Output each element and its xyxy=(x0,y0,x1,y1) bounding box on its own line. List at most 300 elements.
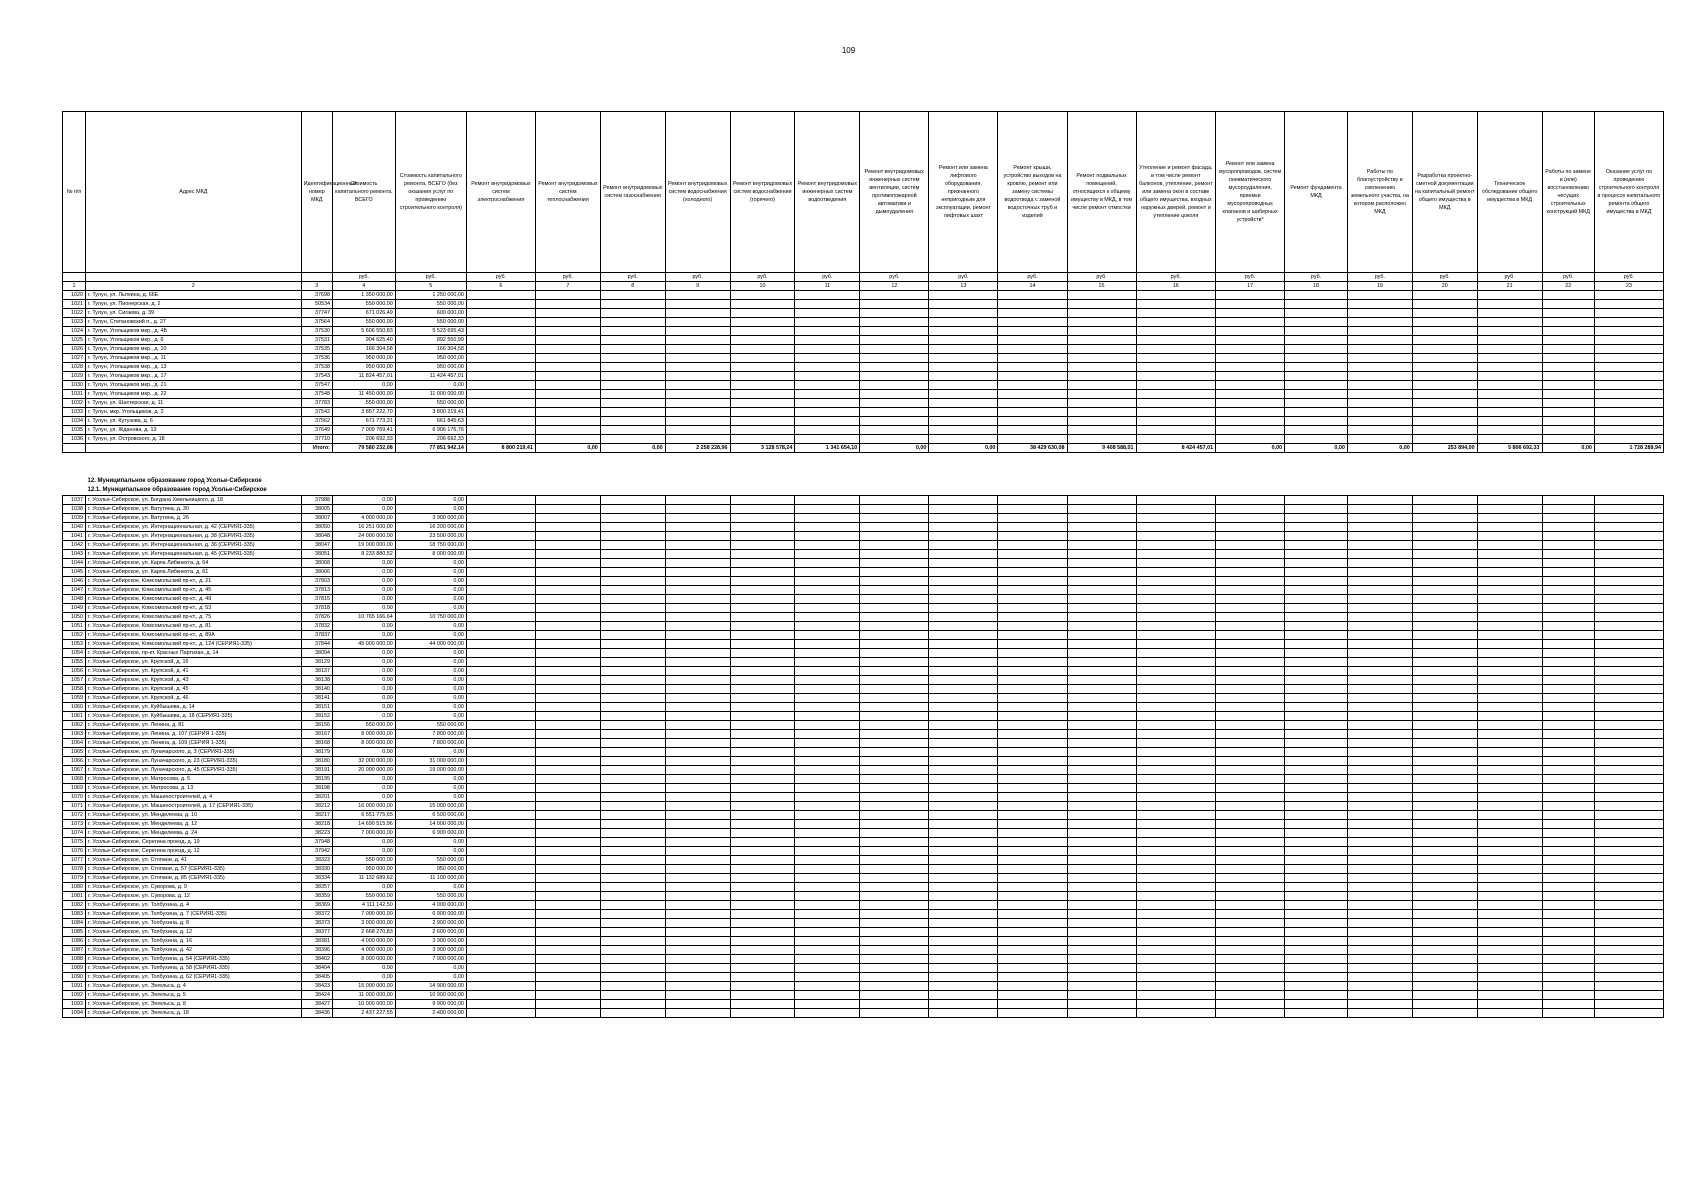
work-cost-cell xyxy=(795,757,860,766)
total-cost-cell: 6 551 775,65 xyxy=(332,811,395,820)
work-cost-cell xyxy=(1285,622,1348,631)
table-row xyxy=(63,649,1664,658)
work-cost-cell xyxy=(1067,955,1136,964)
work-cost-cell xyxy=(665,856,730,865)
work-cost-cell xyxy=(665,1000,730,1009)
work-cost-cell xyxy=(1067,676,1136,685)
address-cell: г. Усолье-Сибирское, пр-кт. Красных Партизан, д. 14 xyxy=(86,649,302,658)
cost-without-control-cell: 0,00 xyxy=(395,685,466,694)
work-cost-cell xyxy=(600,336,665,345)
work-cost-cell xyxy=(1216,847,1285,856)
total-cost-cell: 24 000 000,00 xyxy=(332,532,395,541)
work-cost-cell xyxy=(665,919,730,928)
work-cost-cell xyxy=(1542,721,1594,730)
work-cost-cell xyxy=(1136,604,1216,613)
work-cost-cell xyxy=(665,586,730,595)
work-cost-cell xyxy=(730,901,795,910)
work-cost-cell xyxy=(1412,300,1477,309)
column-header: Ремонт внутридомовых систем водоснабжения (горячего) xyxy=(730,112,795,273)
work-cost-cell xyxy=(1285,408,1348,417)
work-cost-cell xyxy=(1136,336,1216,345)
table-row xyxy=(63,604,1664,613)
work-cost-cell xyxy=(1216,712,1285,721)
work-cost-cell xyxy=(998,712,1067,721)
work-cost-cell xyxy=(1067,919,1136,928)
work-cost-cell xyxy=(665,523,730,532)
total-cost-cell: 0,00 xyxy=(332,685,395,694)
work-cost-cell xyxy=(1412,901,1477,910)
work-cost-cell xyxy=(1594,694,1663,703)
work-cost-cell xyxy=(600,757,665,766)
address-cell: г. Усолье-Сибирское, ул. Толбухина, д. 16 xyxy=(86,937,302,946)
work-cost-cell xyxy=(466,577,535,586)
table-row xyxy=(63,667,1664,676)
total-cost-cell: 0,00 xyxy=(332,631,395,640)
mkd-id-cell: 38068 xyxy=(301,559,332,568)
work-cost-cell xyxy=(600,838,665,847)
work-cost-cell xyxy=(860,586,929,595)
address-cell: г. Тулун, Угольщиков мкр., д. 13 xyxy=(86,363,302,372)
work-cost-cell xyxy=(466,604,535,613)
work-cost-cell xyxy=(665,802,730,811)
table-row xyxy=(63,757,1664,766)
work-cost-cell xyxy=(1412,865,1477,874)
mkd-id-cell: 38218 xyxy=(301,820,332,829)
work-cost-cell xyxy=(1067,417,1136,426)
mkd-id-cell: 37747 xyxy=(301,309,332,318)
work-cost-cell xyxy=(730,345,795,354)
cost-without-control-cell: 950 000,00 xyxy=(395,865,466,874)
work-cost-cell xyxy=(929,622,998,631)
work-cost-cell xyxy=(929,793,998,802)
address-cell: г. Усолье-Сибирское, ул. Ленина, д. 81 xyxy=(86,721,302,730)
work-cost-cell xyxy=(1542,946,1594,955)
work-cost-cell xyxy=(1285,604,1348,613)
cost-without-control-cell: 0,00 xyxy=(395,577,466,586)
total-cost-cell: 7 000 000,00 xyxy=(332,829,395,838)
work-cost-cell xyxy=(600,802,665,811)
work-cost-cell xyxy=(600,820,665,829)
work-cost-cell xyxy=(860,354,929,363)
table-row xyxy=(63,505,1664,514)
cost-without-control-cell: 0,00 xyxy=(395,784,466,793)
mkd-id-cell: 37547 xyxy=(301,381,332,390)
row-number: 1070 xyxy=(63,793,86,802)
work-cost-cell xyxy=(795,838,860,847)
table-row xyxy=(63,640,1664,649)
row-number: 1086 xyxy=(63,937,86,946)
table-row xyxy=(63,739,1664,748)
address-cell: г. Усолье-Сибирское, ул. Крупской, д. 16 xyxy=(86,658,302,667)
work-cost-cell xyxy=(1136,901,1216,910)
cost-without-control-cell: 0,00 xyxy=(395,604,466,613)
work-cost-cell xyxy=(1594,532,1663,541)
work-cost-cell xyxy=(535,390,600,399)
work-cost-cell xyxy=(1285,1009,1348,1018)
work-cost-cell xyxy=(998,964,1067,973)
unit-cell: руб. xyxy=(1542,273,1594,282)
work-cost-cell xyxy=(795,426,860,435)
cost-without-control-cell: 0,00 xyxy=(395,381,466,390)
work-cost-cell xyxy=(1216,892,1285,901)
work-cost-cell xyxy=(466,390,535,399)
address-cell: г. Усолье-Сибирское, Комсомольский пр-кт., д. 81 xyxy=(86,622,302,631)
total-value: 0,00 xyxy=(929,444,998,453)
total-cost-cell: 5 606 550,83 xyxy=(332,327,395,336)
row-number: 1093 xyxy=(63,1000,86,1009)
mkd-id-cell: 37948 xyxy=(301,838,332,847)
work-cost-cell xyxy=(535,694,600,703)
work-cost-cell xyxy=(665,390,730,399)
work-cost-cell xyxy=(600,892,665,901)
work-cost-cell xyxy=(998,426,1067,435)
work-cost-cell xyxy=(730,865,795,874)
column-number-cell: 5 xyxy=(395,282,466,291)
work-cost-cell xyxy=(1216,300,1285,309)
mkd-id-cell: 37542 xyxy=(301,408,332,417)
cost-without-control-cell: 2 400 000,00 xyxy=(395,1009,466,1018)
work-cost-cell xyxy=(1285,910,1348,919)
total-cost-cell: 671 773,31 xyxy=(332,417,395,426)
work-cost-cell xyxy=(1542,982,1594,991)
work-cost-cell xyxy=(730,559,795,568)
work-cost-cell xyxy=(1594,802,1663,811)
address-cell: г. Усолье-Сибирское, ул. Ватутина, д. 26 xyxy=(86,514,302,523)
work-cost-cell xyxy=(929,550,998,559)
column-number-cell: 12 xyxy=(860,282,929,291)
work-cost-cell xyxy=(795,928,860,937)
work-cost-cell xyxy=(730,1009,795,1018)
work-cost-cell xyxy=(1347,730,1412,739)
work-cost-cell xyxy=(929,390,998,399)
work-cost-cell xyxy=(795,541,860,550)
work-cost-cell xyxy=(1412,435,1477,444)
work-cost-cell xyxy=(1216,514,1285,523)
work-cost-cell xyxy=(730,496,795,505)
work-cost-cell xyxy=(1594,793,1663,802)
work-cost-cell xyxy=(535,937,600,946)
unit-cell: руб. xyxy=(1136,273,1216,282)
work-cost-cell xyxy=(860,685,929,694)
work-cost-cell xyxy=(730,399,795,408)
work-cost-cell xyxy=(535,892,600,901)
work-cost-cell xyxy=(466,847,535,856)
work-cost-cell xyxy=(730,318,795,327)
work-cost-cell xyxy=(600,730,665,739)
work-cost-cell xyxy=(1285,336,1348,345)
work-cost-cell xyxy=(1067,345,1136,354)
work-cost-cell xyxy=(860,910,929,919)
address-cell: г. Усолье-Сибирское, ул. Крупской, д. 46 xyxy=(86,694,302,703)
work-cost-cell xyxy=(795,631,860,640)
work-cost-cell xyxy=(730,640,795,649)
work-cost-cell xyxy=(1412,775,1477,784)
cost-without-control-cell: 0,00 xyxy=(395,712,466,721)
work-cost-cell xyxy=(1412,309,1477,318)
work-cost-cell xyxy=(929,363,998,372)
work-cost-cell xyxy=(535,883,600,892)
cost-without-control-cell: 0,00 xyxy=(395,973,466,982)
table-row xyxy=(63,829,1664,838)
row-number: 1085 xyxy=(63,928,86,937)
cost-without-control-cell: 550 000,00 xyxy=(395,721,466,730)
column-number-cell: 13 xyxy=(929,282,998,291)
work-cost-cell xyxy=(860,739,929,748)
work-cost-cell xyxy=(1285,390,1348,399)
row-number: 1067 xyxy=(63,766,86,775)
work-cost-cell xyxy=(1594,577,1663,586)
unit-cell: руб. xyxy=(1216,273,1285,282)
work-cost-cell xyxy=(730,946,795,955)
work-cost-cell xyxy=(1412,919,1477,928)
work-cost-cell xyxy=(1216,928,1285,937)
work-cost-cell xyxy=(998,631,1067,640)
cost-without-control-cell: 14 900 000,00 xyxy=(395,982,466,991)
work-cost-cell xyxy=(795,640,860,649)
work-cost-cell xyxy=(998,1009,1067,1018)
table-row xyxy=(63,703,1664,712)
work-cost-cell xyxy=(1347,541,1412,550)
work-cost-cell xyxy=(730,667,795,676)
work-cost-cell xyxy=(795,685,860,694)
cost-without-control-cell: 14 000 000,00 xyxy=(395,820,466,829)
work-cost-cell xyxy=(600,390,665,399)
work-cost-cell xyxy=(535,300,600,309)
work-cost-cell xyxy=(1347,408,1412,417)
work-cost-cell xyxy=(1067,694,1136,703)
work-cost-cell xyxy=(665,309,730,318)
work-cost-cell xyxy=(929,703,998,712)
work-cost-cell xyxy=(1542,631,1594,640)
work-cost-cell xyxy=(1285,928,1348,937)
row-number: 1077 xyxy=(63,856,86,865)
work-cost-cell xyxy=(860,811,929,820)
work-cost-cell xyxy=(1216,390,1285,399)
work-cost-cell xyxy=(1067,336,1136,345)
work-cost-cell xyxy=(1594,856,1663,865)
work-cost-cell xyxy=(1136,865,1216,874)
work-cost-cell xyxy=(1136,802,1216,811)
work-cost-cell xyxy=(1216,336,1285,345)
work-cost-cell xyxy=(1412,541,1477,550)
work-cost-cell xyxy=(535,318,600,327)
work-cost-cell xyxy=(1285,874,1348,883)
work-cost-cell xyxy=(1347,399,1412,408)
work-cost-cell xyxy=(535,541,600,550)
work-cost-cell xyxy=(665,1009,730,1018)
total-cost-cell: 2 437 227,55 xyxy=(332,1009,395,1018)
work-cost-cell xyxy=(535,910,600,919)
work-cost-cell xyxy=(998,982,1067,991)
work-cost-cell xyxy=(1136,523,1216,532)
work-cost-cell xyxy=(1347,1000,1412,1009)
work-cost-cell xyxy=(929,559,998,568)
mkd-id-cell: 38323 xyxy=(301,856,332,865)
work-cost-cell xyxy=(535,856,600,865)
work-cost-cell xyxy=(1136,435,1216,444)
work-cost-cell xyxy=(998,865,1067,874)
work-cost-cell xyxy=(1477,435,1542,444)
table-row xyxy=(63,685,1664,694)
cost-without-control-cell: 31 000 000,00 xyxy=(395,757,466,766)
work-cost-cell xyxy=(535,577,600,586)
work-cost-cell xyxy=(1347,667,1412,676)
work-cost-cell xyxy=(1542,327,1594,336)
table-row xyxy=(63,721,1664,730)
work-cost-cell xyxy=(466,955,535,964)
work-cost-cell xyxy=(1412,327,1477,336)
work-cost-cell xyxy=(466,982,535,991)
total-value: 8 800 219,41 xyxy=(466,444,535,453)
work-cost-cell xyxy=(1542,775,1594,784)
work-cost-cell xyxy=(1477,523,1542,532)
row-number: 1061 xyxy=(63,712,86,721)
work-cost-cell xyxy=(1216,955,1285,964)
unit-cell: руб. xyxy=(395,273,466,282)
work-cost-cell xyxy=(730,991,795,1000)
total-cost-cell: 4 000 000,00 xyxy=(332,937,395,946)
work-cost-cell xyxy=(1136,775,1216,784)
work-cost-cell xyxy=(1347,775,1412,784)
work-cost-cell xyxy=(466,919,535,928)
row-number: 1079 xyxy=(63,874,86,883)
work-cost-cell xyxy=(600,721,665,730)
total-cost-cell: 0,00 xyxy=(332,712,395,721)
row-number: 1068 xyxy=(63,775,86,784)
work-cost-cell xyxy=(795,901,860,910)
work-cost-cell xyxy=(600,748,665,757)
mkd-id-cell: 38137 xyxy=(301,667,332,676)
work-cost-cell xyxy=(795,399,860,408)
work-cost-cell xyxy=(730,390,795,399)
cost-without-control-cell: 5 523 695,43 xyxy=(395,327,466,336)
work-cost-cell xyxy=(665,372,730,381)
work-cost-cell xyxy=(1285,892,1348,901)
mkd-id-cell: 38156 xyxy=(301,721,332,730)
work-cost-cell xyxy=(1412,703,1477,712)
work-cost-cell xyxy=(1347,991,1412,1000)
work-cost-cell xyxy=(1477,901,1542,910)
work-cost-cell xyxy=(665,847,730,856)
work-cost-cell xyxy=(1285,300,1348,309)
table-row xyxy=(63,838,1664,847)
work-cost-cell xyxy=(1477,928,1542,937)
cost-without-control-cell: 2 600 000,00 xyxy=(395,928,466,937)
work-cost-cell xyxy=(929,991,998,1000)
work-cost-cell xyxy=(1594,757,1663,766)
work-cost-cell xyxy=(795,568,860,577)
address-cell: г. Тулун, ул. Жданова, д. 13 xyxy=(86,426,302,435)
row-number: 1066 xyxy=(63,757,86,766)
work-cost-cell xyxy=(466,309,535,318)
work-cost-cell xyxy=(1347,595,1412,604)
work-cost-cell xyxy=(1216,291,1285,300)
work-cost-cell xyxy=(998,649,1067,658)
work-cost-cell xyxy=(795,300,860,309)
work-cost-cell xyxy=(860,775,929,784)
work-cost-cell xyxy=(998,568,1067,577)
work-cost-cell xyxy=(730,514,795,523)
work-cost-cell xyxy=(466,838,535,847)
work-cost-cell xyxy=(1594,291,1663,300)
work-cost-cell xyxy=(1136,730,1216,739)
work-cost-cell xyxy=(730,883,795,892)
work-cost-cell xyxy=(860,514,929,523)
work-cost-cell xyxy=(1285,955,1348,964)
work-cost-cell xyxy=(730,435,795,444)
work-cost-cell xyxy=(1412,1009,1477,1018)
row-number: 1065 xyxy=(63,748,86,757)
work-cost-cell xyxy=(1542,883,1594,892)
work-cost-cell xyxy=(1412,784,1477,793)
work-cost-cell xyxy=(1594,721,1663,730)
work-cost-cell xyxy=(1412,802,1477,811)
work-cost-cell xyxy=(1477,694,1542,703)
work-cost-cell xyxy=(1216,345,1285,354)
row-number: 1091 xyxy=(63,982,86,991)
work-cost-cell xyxy=(466,757,535,766)
work-cost-cell xyxy=(998,667,1067,676)
work-cost-cell xyxy=(929,802,998,811)
work-cost-cell xyxy=(600,649,665,658)
work-cost-cell xyxy=(535,613,600,622)
work-cost-cell xyxy=(860,874,929,883)
total-value: 0,00 xyxy=(1216,444,1285,453)
work-cost-cell xyxy=(1136,426,1216,435)
work-cost-cell xyxy=(1216,1009,1285,1018)
work-cost-cell xyxy=(1136,381,1216,390)
work-cost-cell xyxy=(1347,550,1412,559)
address-cell: г. Усолье-Сибирское, Серегина проезд, д. 19 xyxy=(86,838,302,847)
work-cost-cell xyxy=(600,856,665,865)
work-cost-cell xyxy=(1136,363,1216,372)
table-row xyxy=(63,435,1664,444)
total-cost-cell: 0,00 xyxy=(332,505,395,514)
work-cost-cell xyxy=(1347,838,1412,847)
work-cost-cell xyxy=(1285,775,1348,784)
work-cost-cell xyxy=(860,336,929,345)
work-cost-cell xyxy=(1477,318,1542,327)
work-cost-cell xyxy=(1412,874,1477,883)
work-cost-cell xyxy=(929,856,998,865)
work-cost-cell xyxy=(1347,928,1412,937)
column-header: Ремонт внутридомовых систем водоснабжения (холодного) xyxy=(665,112,730,273)
work-cost-cell xyxy=(1067,532,1136,541)
work-cost-cell xyxy=(795,955,860,964)
work-cost-cell xyxy=(466,991,535,1000)
work-cost-cell xyxy=(600,964,665,973)
work-cost-cell xyxy=(600,291,665,300)
work-cost-cell xyxy=(1216,820,1285,829)
row-number: 1071 xyxy=(63,802,86,811)
work-cost-cell xyxy=(466,532,535,541)
work-cost-cell xyxy=(730,910,795,919)
mkd-id-cell: 38201 xyxy=(301,793,332,802)
total-cost-cell: 16 251 000,00 xyxy=(332,523,395,532)
work-cost-cell xyxy=(1285,1000,1348,1009)
work-cost-cell xyxy=(535,595,600,604)
table-row xyxy=(63,937,1664,946)
column-header: Ремонт или замена мусоропроводов, систем пневматического мусороудаления, приемки мусоропроводных клапанов и шиберных устройств* xyxy=(1216,112,1285,273)
work-cost-cell xyxy=(1477,408,1542,417)
address-cell: г. Усолье-Сибирское, ул. Луначарского, д. 45 (СЕРИЯ1-335) xyxy=(86,766,302,775)
work-cost-cell xyxy=(1067,820,1136,829)
work-cost-cell xyxy=(1136,910,1216,919)
work-cost-cell xyxy=(1285,426,1348,435)
work-cost-cell xyxy=(466,318,535,327)
work-cost-cell xyxy=(1136,309,1216,318)
work-cost-cell xyxy=(1067,523,1136,532)
